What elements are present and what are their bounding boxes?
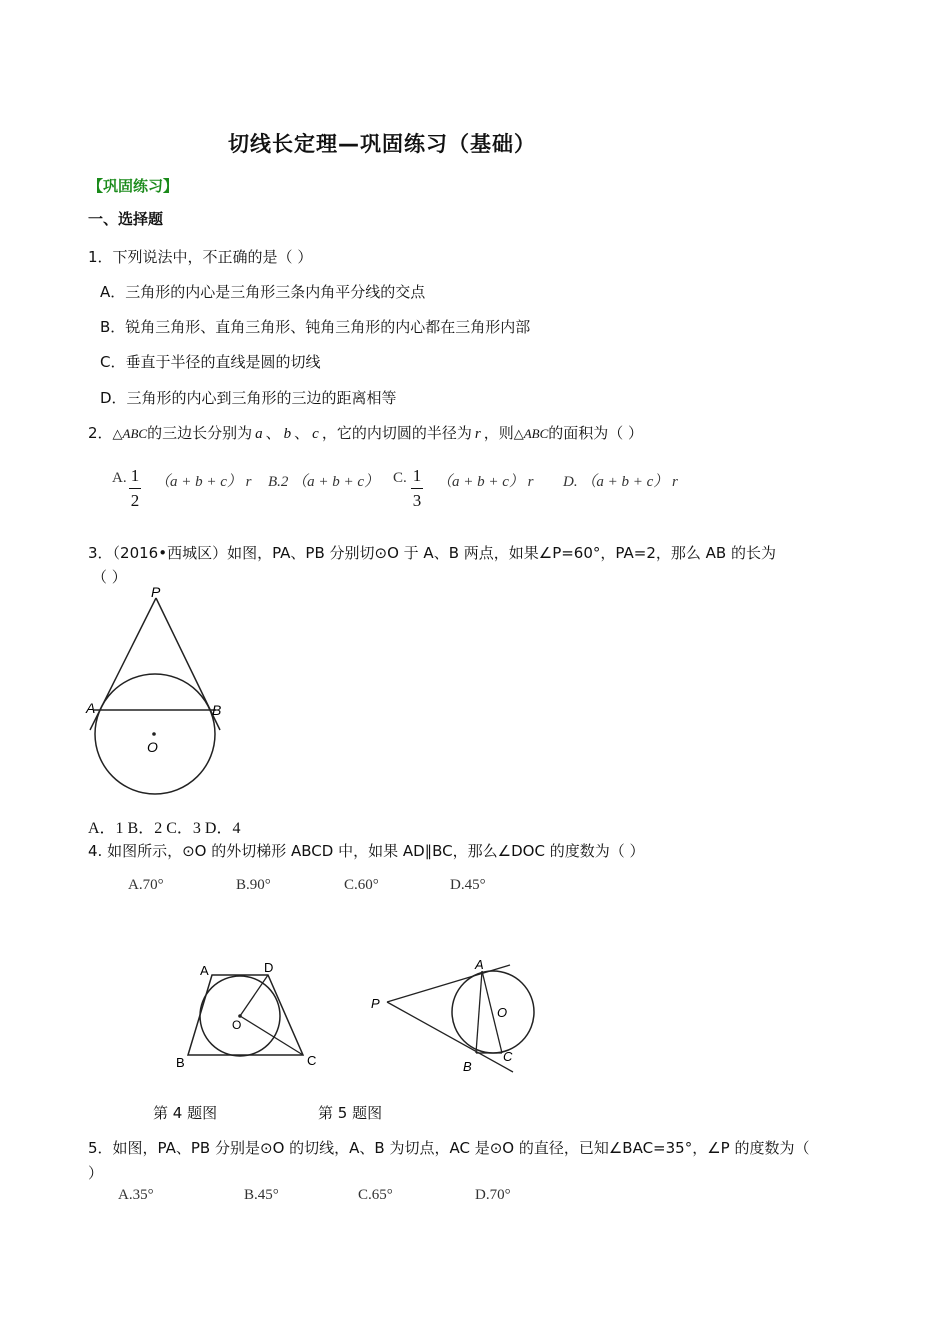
q5-label-a: A <box>475 957 484 972</box>
q2-option-c-numerator: 1 <box>412 466 422 485</box>
q2-option-a-expr: （a + b + c） r <box>155 474 252 490</box>
q3-label-a: A <box>86 700 96 716</box>
q2-option-c-label: C. <box>393 470 407 486</box>
q5-figure <box>365 955 545 1080</box>
q4-option-d: D.45° <box>450 877 486 893</box>
q4-segment-oc <box>240 1016 303 1055</box>
q4-stem: 4. 如图所示，⊙O 的外切梯形 ABCD 中，如果 AD∥BC，那么∠DOC 的度数为（ ） <box>88 842 645 860</box>
q2-tri1: △ABC <box>112 426 148 441</box>
q2-option-a-denominator: 2 <box>130 491 140 510</box>
q1-option-a: A．三角形的内心是三角形三条内角平分线的交点 <box>100 283 426 301</box>
q3-label-p: P <box>151 584 161 600</box>
q2-option-c-denominator: 3 <box>412 491 422 510</box>
page-title: 切线长定理—巩固练习（基础） <box>228 132 536 156</box>
q5-stem: 5．如图，PA、PB 分别是⊙O 的切线，A、B 为切点，AC 是⊙O 的直径，已知∠BAC=35°，∠P 的度数为（ <box>88 1139 810 1157</box>
q4-option-a: A.70° <box>128 877 164 893</box>
q2-option-b: B.2 （a + b + c） <box>268 474 380 490</box>
section-heading: 一、选择题 <box>88 210 164 228</box>
q5-stem-end: ） <box>88 1164 104 1182</box>
q2-text1: 的三边长分别为 <box>147 424 253 442</box>
q5-circle <box>452 971 534 1053</box>
q2-var-c: c <box>312 426 319 442</box>
q5-tangent-pa <box>387 965 510 1002</box>
q4-trapezoid <box>188 975 303 1055</box>
q4-label-o: O <box>232 1018 242 1032</box>
q2-sep2: 、 <box>294 424 310 442</box>
q1-option-d: D．三角形的内心到三角形的三边的距离相等 <box>100 389 397 407</box>
q5-label-o: O <box>497 1005 508 1020</box>
q4-figure <box>168 955 328 1075</box>
q2-option-a-label: A. <box>112 470 127 486</box>
q4-option-b: B.90° <box>236 877 271 893</box>
q3-figure <box>80 582 240 802</box>
q3-stem: 3．（2016•西城区）如图，PA、PB 分别切⊙O 于 A、B 两点，如果∠P=60°，PA=2，那么 AB 的长为 <box>88 544 776 562</box>
q5-label-p: P <box>371 996 380 1011</box>
q2-option-d: D. （a + b + c） r <box>563 474 678 490</box>
q2-text3: ，则 <box>483 424 514 442</box>
q3-options: A．1 B．2 C．3 D．4 <box>88 820 241 837</box>
q2-var-a: a <box>255 426 263 442</box>
q5-option-b: B.45° <box>244 1187 279 1203</box>
q2-option-c-fraction <box>411 466 423 511</box>
q4-label-c: C <box>307 1053 317 1068</box>
q2-text4: 的面积为（ ） <box>548 424 644 442</box>
q5-chord-ab <box>476 971 482 1053</box>
q5-option-c: C.65° <box>358 1187 393 1203</box>
q3-label-b: B <box>212 702 222 718</box>
q4-figure-caption: 第 4 题图 <box>153 1104 218 1122</box>
q4-label-a: A <box>200 963 209 978</box>
q3-center-dot <box>152 732 156 736</box>
q4-label-d: D <box>264 960 274 975</box>
q2-option-c-expr: （a + b + c） r <box>437 474 534 490</box>
q1-option-b: B．锐角三角形、直角三角形、钝角三角形的内心都在三角形内部 <box>100 318 531 336</box>
fraction-bar <box>129 488 141 489</box>
q2-stem <box>88 422 643 443</box>
q2-text2: ，它的内切圆的半径为 <box>321 424 472 442</box>
q5-tangent-pb <box>387 1002 513 1072</box>
q3-blank: （ ） <box>92 568 127 586</box>
section-tag: 【巩固练习】 <box>88 177 179 195</box>
q2-option-a-fraction <box>129 466 141 511</box>
q1-stem: 1．下列说法中，不正确的是（ ） <box>88 248 313 266</box>
q3-label-o: O <box>147 739 158 755</box>
q5-label-c: C <box>503 1049 513 1064</box>
q1-option-c: C．垂直于半径的直线是圆的切线 <box>100 353 321 371</box>
q2-var-r: r <box>474 426 481 442</box>
q2-option-a-numerator: 1 <box>130 466 140 485</box>
q4-segment-od <box>240 975 268 1016</box>
fraction-bar <box>411 488 423 489</box>
q4-label-b: B <box>176 1055 185 1070</box>
q5-figure-caption: 第 5 题图 <box>318 1104 383 1122</box>
q4-option-c: C.60° <box>344 877 379 893</box>
q5-option-d: D.70° <box>475 1187 511 1203</box>
q5-option-a: A.35° <box>118 1187 154 1203</box>
q2-num: 2． <box>88 424 113 442</box>
q2-var-b: b <box>283 426 292 442</box>
q2-tri2: △ABC <box>513 426 549 441</box>
q5-label-b: B <box>463 1059 472 1074</box>
q2-sep1: 、 <box>265 424 281 442</box>
